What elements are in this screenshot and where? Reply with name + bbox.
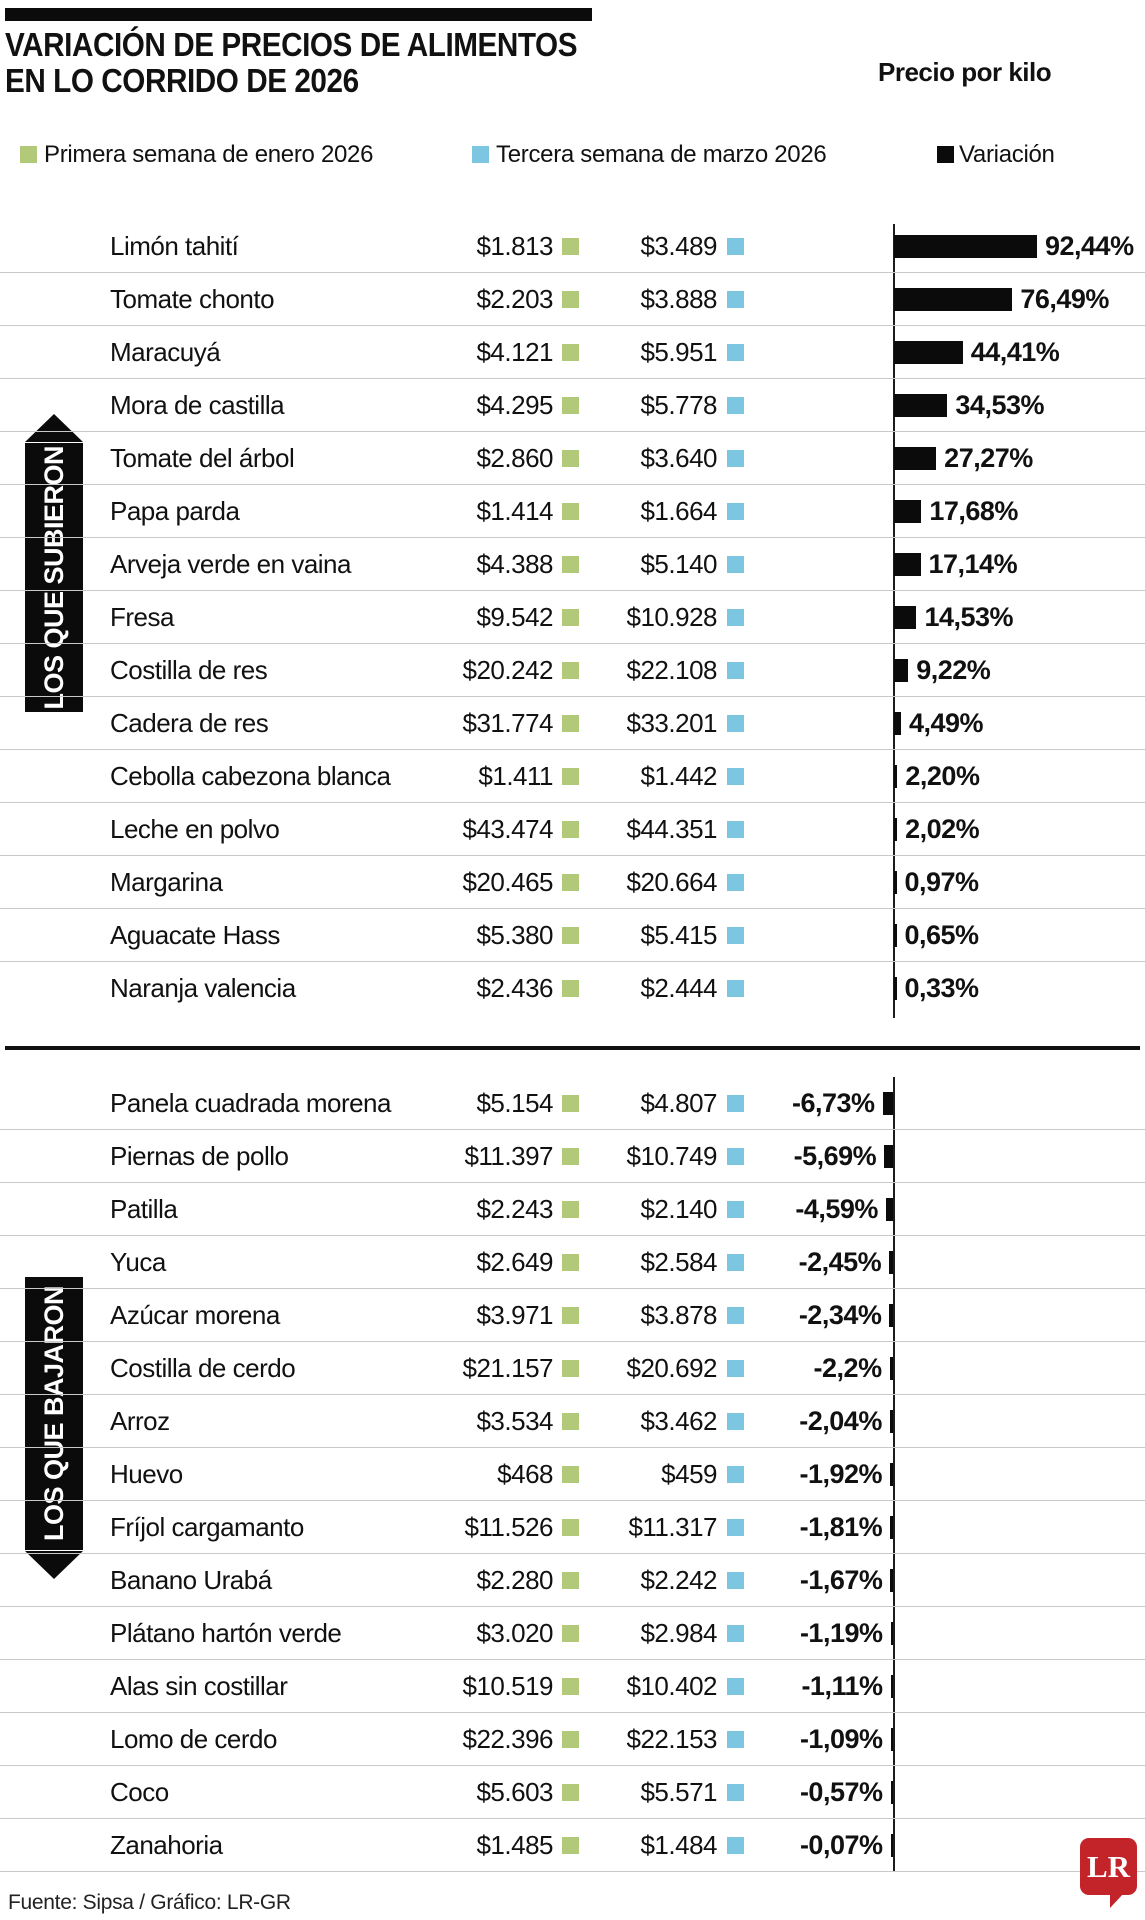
- variation-label: 4,49%: [908, 708, 983, 738]
- price-enero: $3.971: [476, 1300, 553, 1330]
- legend-swatch-enero-icon: [20, 146, 37, 163]
- price-marzo: $10.402: [626, 1671, 717, 1701]
- variation-bar: [894, 553, 921, 576]
- enero-swatch-icon: [562, 1360, 579, 1377]
- enero-swatch-icon: [562, 768, 579, 785]
- marzo-swatch-icon: [727, 662, 744, 679]
- table-row: [0, 1660, 1145, 1713]
- price-marzo: $20.692: [626, 1353, 717, 1383]
- enero-swatch-icon: [562, 1148, 579, 1165]
- variation-label: -1,67%: [799, 1565, 883, 1595]
- price-marzo: $459: [661, 1459, 717, 1489]
- marzo-swatch-icon: [727, 450, 744, 467]
- lr-logo: [1080, 1838, 1137, 1895]
- price-enero: $3.534: [476, 1406, 553, 1436]
- table-row: [0, 750, 1145, 803]
- table-row: [0, 644, 1145, 697]
- section-divider: [5, 1046, 1140, 1050]
- price-marzo: $22.108: [626, 655, 717, 685]
- enero-swatch-icon: [562, 874, 579, 891]
- enero-swatch-icon: [562, 1784, 579, 1801]
- price-marzo: $2.444: [640, 973, 717, 1003]
- variation-label: 76,49%: [1020, 284, 1109, 314]
- enero-swatch-icon: [562, 1572, 579, 1589]
- variation-bar: [883, 1092, 893, 1115]
- price-marzo: $3.462: [640, 1406, 717, 1436]
- variation-bar: [891, 1728, 894, 1751]
- enero-swatch-icon: [562, 344, 579, 361]
- product-name: Fríjol cargamanto: [110, 1512, 304, 1542]
- variation-label: 2,20%: [905, 761, 980, 791]
- marzo-swatch-icon: [727, 927, 744, 944]
- enero-swatch-icon: [562, 609, 579, 626]
- marzo-swatch-icon: [727, 344, 744, 361]
- price-enero: $2.649: [476, 1247, 553, 1277]
- price-marzo: $2.242: [640, 1565, 717, 1595]
- table-row: [0, 273, 1145, 326]
- variation-label: -0,07%: [799, 1830, 883, 1860]
- table-row: [0, 856, 1145, 909]
- variation-label: -1,92%: [799, 1459, 883, 1489]
- variation-label: -2,2%: [813, 1353, 882, 1383]
- variation-bar: [894, 818, 897, 841]
- price-enero: $2.203: [476, 284, 553, 314]
- enero-swatch-icon: [562, 1837, 579, 1854]
- price-marzo: $44.351: [626, 814, 717, 844]
- table-row: [0, 1448, 1145, 1501]
- product-name: Plátano hartón verde: [110, 1618, 342, 1648]
- price-enero: $22.396: [462, 1724, 553, 1754]
- table-row: [0, 1183, 1145, 1236]
- section-banner-bajaron-label: LOS QUE BAJARON: [38, 1285, 69, 1542]
- table-row: [0, 591, 1145, 644]
- product-name: Naranja valencia: [110, 973, 296, 1003]
- table-row: [0, 1501, 1145, 1554]
- enero-swatch-icon: [562, 662, 579, 679]
- product-name: Aguacate Hass: [110, 920, 280, 950]
- variation-label: 17,68%: [929, 496, 1018, 526]
- price-marzo: $5.778: [640, 390, 717, 420]
- table-row: [0, 1819, 1145, 1872]
- price-marzo: $33.201: [626, 708, 717, 738]
- product-name: Lomo de cerdo: [110, 1724, 277, 1754]
- page-title: [5, 27, 577, 99]
- table-row: [0, 697, 1145, 750]
- product-name: Yuca: [110, 1247, 166, 1277]
- variation-bar: [894, 977, 897, 1000]
- variation-bar: [894, 712, 901, 735]
- source-credit: Fuente: Sipsa / Gráfico: LR-GR: [8, 1891, 291, 1914]
- lr-logo-text: LR: [1086, 1848, 1131, 1884]
- marzo-swatch-icon: [727, 821, 744, 838]
- enero-swatch-icon: [562, 503, 579, 520]
- product-name: Cebolla cabezona blanca: [110, 761, 391, 791]
- table-row: [0, 909, 1145, 962]
- marzo-swatch-icon: [727, 556, 744, 573]
- product-name: Coco: [110, 1777, 169, 1807]
- price-enero: $2.243: [476, 1194, 553, 1224]
- price-marzo: $20.664: [626, 867, 717, 897]
- enero-swatch-icon: [562, 927, 579, 944]
- price-marzo: $1.484: [640, 1830, 717, 1860]
- product-name: Azúcar morena: [110, 1300, 280, 1330]
- price-marzo: $1.664: [640, 496, 717, 526]
- product-name: Banano Urabá: [110, 1565, 272, 1595]
- enero-swatch-icon: [562, 821, 579, 838]
- variation-label: 2,02%: [905, 814, 980, 844]
- table-row: [0, 485, 1145, 538]
- variation-bar: [886, 1198, 893, 1221]
- lr-logo-tail: [1110, 1893, 1124, 1908]
- variation-label: -0,57%: [799, 1777, 883, 1807]
- legend-swatch-variacion-icon: [937, 146, 954, 163]
- variation-bar: [894, 871, 897, 894]
- product-name: Tomate chonto: [110, 284, 275, 314]
- product-name: Panela cuadrada morena: [110, 1088, 391, 1118]
- table-row: [0, 1289, 1145, 1342]
- price-marzo: $10.928: [626, 602, 717, 632]
- price-enero: $1.813: [476, 231, 553, 261]
- price-marzo: $5.951: [640, 337, 717, 367]
- rows-bajaron: [0, 1077, 1145, 1872]
- marzo-swatch-icon: [727, 291, 744, 308]
- variation-bar: [894, 235, 1037, 258]
- table-row: [0, 1342, 1145, 1395]
- enero-swatch-icon: [562, 556, 579, 573]
- variation-bar: [894, 394, 947, 417]
- enero-swatch-icon: [562, 1519, 579, 1536]
- price-enero: $4.388: [476, 549, 553, 579]
- variation-bar: [890, 1463, 893, 1486]
- variation-label: 44,41%: [970, 337, 1060, 367]
- price-marzo: $3.888: [640, 284, 717, 314]
- price-enero: $20.242: [462, 655, 553, 685]
- enero-swatch-icon: [562, 1466, 579, 1483]
- variation-bar: [890, 1516, 893, 1539]
- price-marzo: $11.317: [628, 1512, 717, 1542]
- table-row: [0, 432, 1145, 485]
- variation-bar: [894, 288, 1012, 311]
- variation-label: 0,65%: [904, 920, 979, 950]
- variation-label: 0,33%: [904, 973, 979, 1003]
- marzo-swatch-icon: [727, 980, 744, 997]
- price-marzo: $2.140: [640, 1194, 717, 1224]
- enero-swatch-icon: [562, 238, 579, 255]
- price-enero: $11.526: [464, 1512, 553, 1542]
- price-enero: $31.774: [462, 708, 553, 738]
- price-enero: $5.603: [476, 1777, 553, 1807]
- product-name: Zanahoria: [110, 1830, 223, 1860]
- price-enero: $1.411: [478, 761, 553, 791]
- product-name: Alas sin costillar: [110, 1671, 288, 1701]
- price-enero: $9.542: [476, 602, 553, 632]
- variation-bar: [891, 1781, 894, 1804]
- price-marzo: $10.749: [626, 1141, 717, 1171]
- variation-label: 14,53%: [924, 602, 1014, 632]
- variation-label: 27,27%: [944, 443, 1033, 473]
- table-row: [0, 1766, 1145, 1819]
- enero-swatch-icon: [562, 1678, 579, 1695]
- table-row: [0, 326, 1145, 379]
- variation-bar: [889, 1251, 893, 1274]
- price-marzo: $1.442: [640, 761, 717, 791]
- price-enero: $5.380: [476, 920, 553, 950]
- variation-label: -1,19%: [799, 1618, 883, 1648]
- enero-swatch-icon: [562, 1731, 579, 1748]
- variation-bar: [891, 1834, 894, 1857]
- table-row: [0, 1713, 1145, 1766]
- variation-label: -1,09%: [799, 1724, 883, 1754]
- product-name: Limón tahití: [110, 231, 239, 261]
- table-row: [0, 1077, 1145, 1130]
- variation-label: -2,34%: [798, 1300, 882, 1330]
- price-enero: $20.465: [462, 867, 553, 897]
- price-marzo: $2.984: [640, 1618, 717, 1648]
- enero-swatch-icon: [562, 715, 579, 732]
- table-row: [0, 1130, 1145, 1183]
- title-line-2: EN LO CORRIDO DE 2026: [5, 62, 359, 99]
- product-name: Arveja verde en vaina: [110, 549, 351, 579]
- variation-label: 92,44%: [1045, 231, 1134, 261]
- marzo-swatch-icon: [727, 715, 744, 732]
- price-enero: $4.121: [476, 337, 553, 367]
- variation-bar: [891, 1675, 894, 1698]
- table-row: [0, 1395, 1145, 1448]
- variation-bar: [890, 1357, 893, 1380]
- product-name: Margarina: [110, 867, 223, 897]
- title-line-1: VARIACIÓN DE PRECIOS DE ALIMENTOS: [5, 26, 578, 63]
- variation-label: -5,69%: [793, 1141, 877, 1171]
- price-enero: $5.154: [476, 1088, 553, 1118]
- product-name: Leche en polvo: [110, 814, 280, 844]
- variation-bar: [891, 1622, 894, 1645]
- price-marzo: $2.584: [640, 1247, 717, 1277]
- legend: [0, 140, 1145, 170]
- marzo-swatch-icon: [727, 503, 744, 520]
- enero-swatch-icon: [562, 1201, 579, 1218]
- variation-bar: [894, 765, 897, 788]
- product-name: Costilla de res: [110, 655, 268, 685]
- enero-swatch-icon: [562, 1625, 579, 1642]
- price-enero: $11.397: [464, 1141, 553, 1171]
- price-enero: $2.860: [476, 443, 553, 473]
- variation-bar: [894, 341, 963, 364]
- enero-swatch-icon: [562, 291, 579, 308]
- price-enero: $2.280: [476, 1565, 553, 1595]
- price-marzo: $5.415: [640, 920, 717, 950]
- variation-bar: [890, 1569, 893, 1592]
- unit-label: Precio por kilo: [878, 57, 1052, 87]
- price-enero: $1.485: [476, 1830, 553, 1860]
- legend-label-marzo: Tercera semana de marzo 2026: [496, 141, 827, 168]
- product-name: Piernas de pollo: [110, 1141, 289, 1171]
- marzo-swatch-icon: [727, 874, 744, 891]
- variation-label: -6,73%: [792, 1088, 875, 1118]
- product-name: Patilla: [110, 1194, 178, 1224]
- product-name: Huevo: [110, 1459, 183, 1489]
- table-row: [0, 1236, 1145, 1289]
- enero-swatch-icon: [562, 1413, 579, 1430]
- rows-subieron: [0, 220, 1145, 1015]
- product-name: Mora de castilla: [110, 390, 285, 420]
- price-marzo: $3.640: [640, 443, 717, 473]
- legend-label-variacion: Variación: [959, 141, 1055, 168]
- product-name: Fresa: [110, 602, 174, 632]
- product-name: Maracuyá: [110, 337, 221, 367]
- price-enero: $1.414: [476, 496, 553, 526]
- variation-bar: [894, 447, 936, 470]
- top-rule: [5, 8, 592, 21]
- price-enero: $4.295: [476, 390, 553, 420]
- price-enero: $21.157: [462, 1353, 553, 1383]
- product-name: Tomate del árbol: [110, 443, 295, 473]
- variation-bar: [894, 500, 921, 523]
- legend-swatch-marzo-icon: [472, 146, 489, 163]
- variation-label: 0,97%: [904, 867, 979, 897]
- price-marzo: $5.140: [640, 549, 717, 579]
- price-marzo: $3.878: [640, 1300, 717, 1330]
- legend-label-enero: Primera semana de enero 2026: [44, 141, 374, 168]
- variation-label: -4,59%: [795, 1194, 878, 1224]
- variation-label: -1,81%: [799, 1512, 883, 1542]
- variation-bar: [894, 659, 908, 682]
- table-row: [0, 538, 1145, 591]
- variation-label: 9,22%: [916, 655, 991, 685]
- variation-label: -2,45%: [798, 1247, 882, 1277]
- enero-swatch-icon: [562, 980, 579, 997]
- section-banner-subieron-label: LOS QUE SUBIERON: [38, 445, 69, 710]
- product-name: Arroz: [110, 1406, 170, 1436]
- variation-bar: [889, 1304, 893, 1327]
- variation-bar: [894, 924, 897, 947]
- table-row: [0, 962, 1145, 1015]
- marzo-swatch-icon: [727, 768, 744, 785]
- price-enero: $2.436: [476, 973, 553, 1003]
- enero-swatch-icon: [562, 397, 579, 414]
- price-marzo: $22.153: [626, 1724, 717, 1754]
- enero-swatch-icon: [562, 450, 579, 467]
- variation-label: 34,53%: [955, 390, 1044, 420]
- price-enero: $43.474: [462, 814, 553, 844]
- enero-swatch-icon: [562, 1095, 579, 1112]
- variation-bar: [884, 1145, 893, 1168]
- product-name: Papa parda: [110, 496, 240, 526]
- marzo-swatch-icon: [727, 609, 744, 626]
- variation-bar: [890, 1410, 893, 1433]
- enero-swatch-icon: [562, 1307, 579, 1324]
- product-name: Costilla de cerdo: [110, 1353, 296, 1383]
- table-row: [0, 379, 1145, 432]
- enero-swatch-icon: [562, 1254, 579, 1271]
- price-enero: $3.020: [476, 1618, 553, 1648]
- variation-bar: [894, 606, 916, 629]
- marzo-swatch-icon: [727, 397, 744, 414]
- table-row: [0, 1607, 1145, 1660]
- variation-label: -2,04%: [799, 1406, 882, 1436]
- price-marzo: $5.571: [640, 1777, 717, 1807]
- table-row: [0, 1554, 1145, 1607]
- marzo-swatch-icon: [727, 238, 744, 255]
- price-enero: $10.519: [462, 1671, 553, 1701]
- price-enero: $468: [497, 1459, 553, 1489]
- product-name: Cadera de res: [110, 708, 269, 738]
- price-marzo: $4.807: [640, 1088, 717, 1118]
- table-row: [0, 220, 1145, 273]
- price-marzo: $3.489: [640, 231, 717, 261]
- variation-label: 17,14%: [928, 549, 1018, 579]
- variation-label: -1,11%: [801, 1671, 883, 1701]
- table-row: [0, 803, 1145, 856]
